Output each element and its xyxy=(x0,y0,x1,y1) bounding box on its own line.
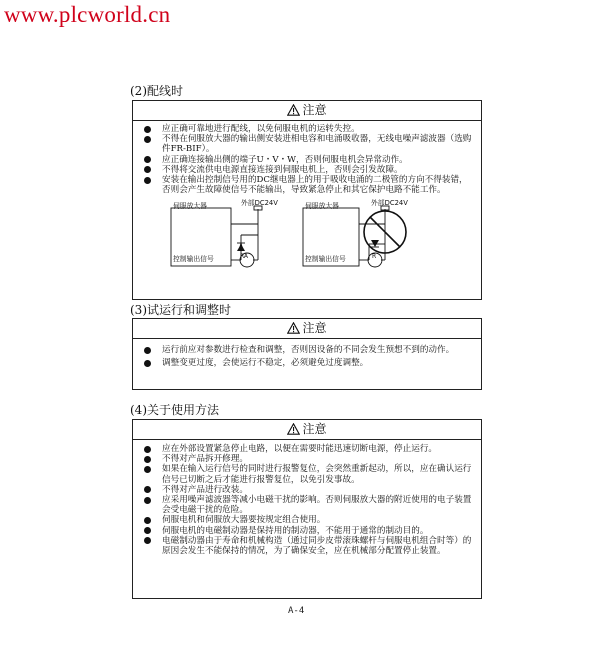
right-supply-label: 外部DC24V xyxy=(371,199,408,208)
list-item: 如果在输入运行信号的同时进行报警复位，会突然重新起动，所以，应在确认运行信号已切断之后才能进行报警复位，以免引发事故。 xyxy=(141,464,473,484)
bullet-icon xyxy=(144,466,151,473)
list-item: 应采用噪声滤波器等减小电磁干扰的影响。否则伺服放大器的附近使用的电子装置会受电磁干扰的危险。 xyxy=(141,495,473,515)
list-item: 调整变更过度，会使运行不稳定，必须避免过度调整。 xyxy=(141,358,473,368)
left-signal-label: 控制输出信号 xyxy=(173,255,214,264)
caution-label: 注意 xyxy=(302,321,327,335)
caution-header xyxy=(133,101,481,121)
warning-triangle-icon xyxy=(287,423,300,435)
bullet-icon xyxy=(144,456,151,463)
caution-list xyxy=(133,121,481,197)
bullet-icon xyxy=(144,136,151,143)
bullet-icon xyxy=(144,527,151,534)
list-item: 电磁制动器由于寿命和机械构造（通过同步皮带滚珠螺杆与伺服电机组合时等）的原因会发生不能保持的情况，为了确保安全，应在机械部分配置停止装置。 xyxy=(141,536,473,556)
list-item: 应在外部设置紧急停止电路，以便在需要时能迅速切断电源，停止运行。 xyxy=(141,444,473,454)
warning-triangle-icon xyxy=(287,322,300,334)
section-title-wiring: (2)配线时 xyxy=(130,84,183,98)
list-item: 不得对产品拆开修理。 xyxy=(141,454,473,464)
bullet-icon xyxy=(144,446,151,453)
bullet-icon xyxy=(144,177,151,184)
left-relay-label: RA xyxy=(240,253,249,261)
bullet-icon xyxy=(144,156,151,163)
surge-diode-diagram xyxy=(133,199,481,271)
warning-triangle-icon xyxy=(287,104,300,116)
list-item: 应正确连接输出侧的端子U・V・W，否则伺服电机会异常动作。 xyxy=(141,155,473,165)
section-title-usage: (4)关于使用方法 xyxy=(130,403,219,417)
caution-box-usage xyxy=(132,419,482,599)
caution-list xyxy=(133,440,481,558)
bullet-icon xyxy=(144,486,151,493)
left-supply-label: 外部DC24V xyxy=(241,199,278,208)
list-item: 伺服电机和伺服放大器要按规定组合使用。 xyxy=(141,515,473,525)
diode-icon xyxy=(237,244,245,251)
caution-header xyxy=(133,319,481,339)
bullet-icon xyxy=(144,360,151,367)
bullet-icon xyxy=(144,517,151,524)
caution-header xyxy=(133,420,481,440)
caution-box-trial-run xyxy=(132,318,482,390)
page-number: A-4 xyxy=(288,606,305,616)
bullet-icon xyxy=(144,166,151,173)
bullet-icon xyxy=(144,497,151,504)
list-item: 运行前应对参数进行检查和调整，否则因设备的不同会发生预想不到的动作。 xyxy=(141,345,473,355)
bullet-icon xyxy=(144,537,151,544)
watermark-text: www.plcworld.cn xyxy=(4,2,171,27)
list-item: 不得将交流供电电源直接连接到伺服电机上，否则会引发故障。 xyxy=(141,165,473,175)
left-amp-label: 伺服放大器 xyxy=(173,202,207,211)
list-item: 不得对产品进行改装。 xyxy=(141,485,473,495)
caution-label: 注意 xyxy=(302,422,327,436)
caution-label: 注意 xyxy=(302,103,327,117)
caution-box-wiring xyxy=(132,100,482,300)
right-signal-label: 控制输出信号 xyxy=(305,255,346,264)
bullet-icon xyxy=(144,347,151,354)
right-relay-label: R xyxy=(372,253,377,261)
list-item: 应正确可靠地进行配线，以免伺服电机的运转失控。 xyxy=(141,124,473,134)
section-title-trial-run: (3)试运行和调整时 xyxy=(130,303,231,317)
caution-list xyxy=(133,339,481,370)
right-amp-label: 伺服放大器 xyxy=(305,202,339,211)
list-item: 安装在输出控制信号用的DC继电器上的用于吸收电涌的二极管的方向不得装错，否则会产生故障使信号不能输出，导致紧急停止和其它保护电路不能工作。 xyxy=(141,175,473,195)
list-item: 不得在伺服放大器的输出侧安装进相电容和电涌吸收器，无线电噪声滤波器（选购件FR-BIF）。 xyxy=(141,134,473,154)
bullet-icon xyxy=(144,126,151,133)
list-item: 伺服电机的电磁制动器是保持用的制动器，不能用于通常的制动目的。 xyxy=(141,526,473,536)
